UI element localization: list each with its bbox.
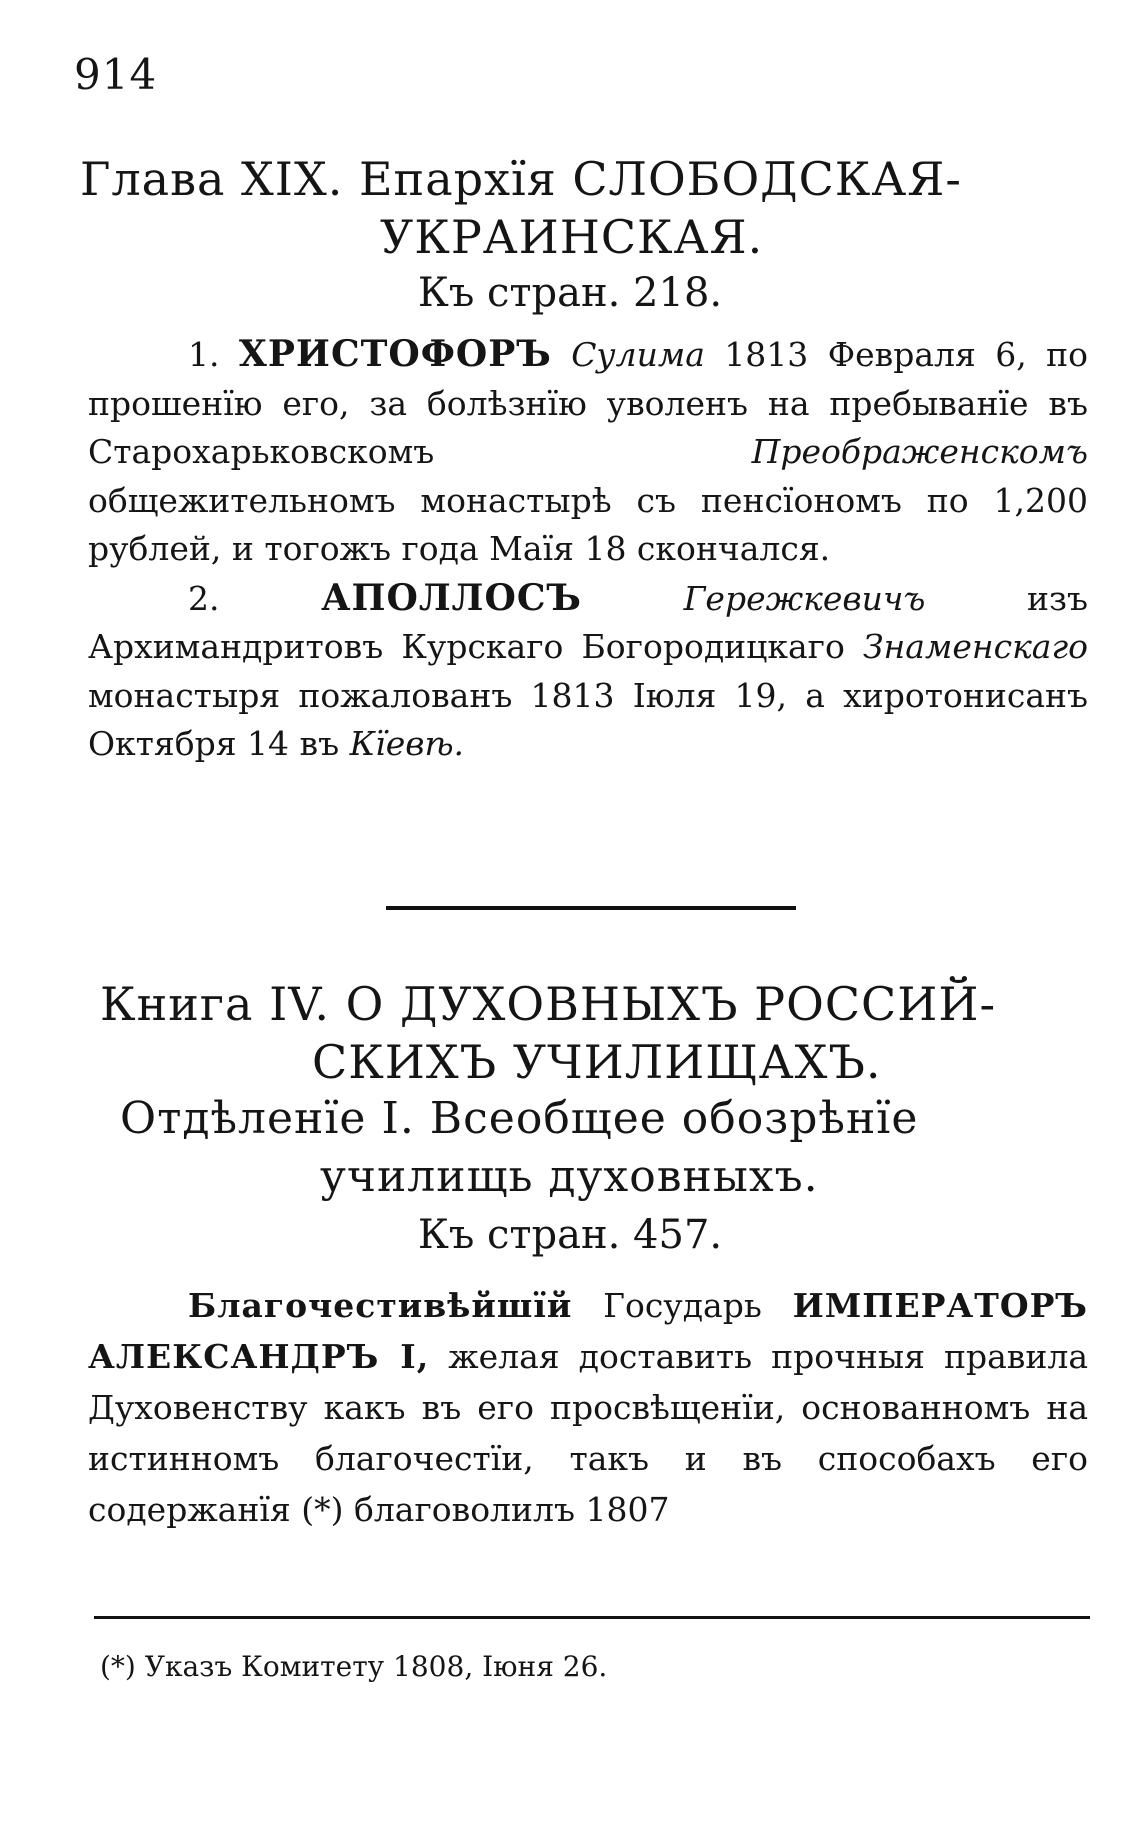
book-heading-line-1: Книга IV. О ДУХОВНЫХЪ РОССИЙ- — [100, 977, 997, 1031]
entry-surname: Сулима — [571, 335, 705, 374]
paragraph-text: желая доставить прочныя правила Духовенству какъ въ его просвѣщенїи, основанномъ на истинномъ благочестїи, такъ и въ способахъ его содержанїя (*) благоволилъ 1807 — [88, 1337, 1089, 1529]
entry-name: ХРИСТОФОРЪ — [238, 333, 552, 375]
paragraph-lead: Благочестивѣйшїй — [188, 1286, 573, 1325]
bishop-entries — [88, 330, 1088, 769]
section-heading-line-2: училищь духовныхъ. — [320, 1151, 819, 1202]
chapter-page-reference: Къ стран. 218. — [417, 270, 723, 316]
paragraph-text: Государь — [603, 1286, 762, 1325]
entry-place: Кїевѣ. — [349, 724, 465, 763]
entry-number: 1. — [188, 335, 220, 374]
section-page-reference: Къ стран. 457. — [417, 1212, 723, 1258]
entry-place: Преображенскомъ — [751, 432, 1088, 471]
entry-surname: Гережкевичъ — [683, 578, 926, 618]
body-paragraph — [88, 1280, 1088, 1535]
entry-1 — [88, 330, 1088, 574]
section-heading — [120, 1090, 1080, 1206]
entry-2 — [88, 574, 1088, 769]
chapter-heading-line-2: УКРАИНСКАЯ. — [380, 210, 764, 264]
entry-text: монастыря пожалованъ 1813 Іюля 19, а хиротонисанъ Октября 14 въ — [88, 675, 1088, 763]
entry-place: Знаменскаго — [862, 627, 1088, 666]
paragraph-emphasis: ИМПЕРАТОРЪ АЛЕКСАНДРЪ I, — [88, 1286, 1088, 1376]
entry-text: 1813 Февраля 6, по прошенїю его, за болѣзнїю уволенъ на пребыванїе въ Старохарьковскомъ — [88, 335, 1088, 471]
chapter-heading-line-1: Глава XIX. Епархїя СЛОБОДСКАЯ- — [80, 152, 962, 206]
book-heading-line-2: СКИХЪ УЧИЛИЩАХЪ. — [312, 1035, 882, 1089]
chapter-heading — [80, 150, 1080, 266]
entry-name: АПОЛЛОСЪ — [321, 576, 582, 619]
book-heading — [100, 975, 1090, 1091]
entry-text: общежительномъ монастырѣ съ пенсїономъ по 1,200 рублей, и тогожъ года Маїя 18 скончался. — [88, 480, 1088, 568]
entry-text: изъ Архимандритовъ Курскаго Богородицкаго — [88, 578, 1088, 666]
section-divider — [386, 906, 796, 910]
footnote: (*) Указъ Комитету 1808, Іюня 26. — [100, 1650, 608, 1683]
page-number: 914 — [74, 50, 158, 99]
paragraph — [88, 1280, 1088, 1535]
section-heading-line-1: Отдѣленїе I. Всеобщее обозрѣнїе — [120, 1093, 919, 1144]
entry-number: 2. — [188, 578, 220, 618]
footnote-rule — [94, 1616, 1090, 1619]
